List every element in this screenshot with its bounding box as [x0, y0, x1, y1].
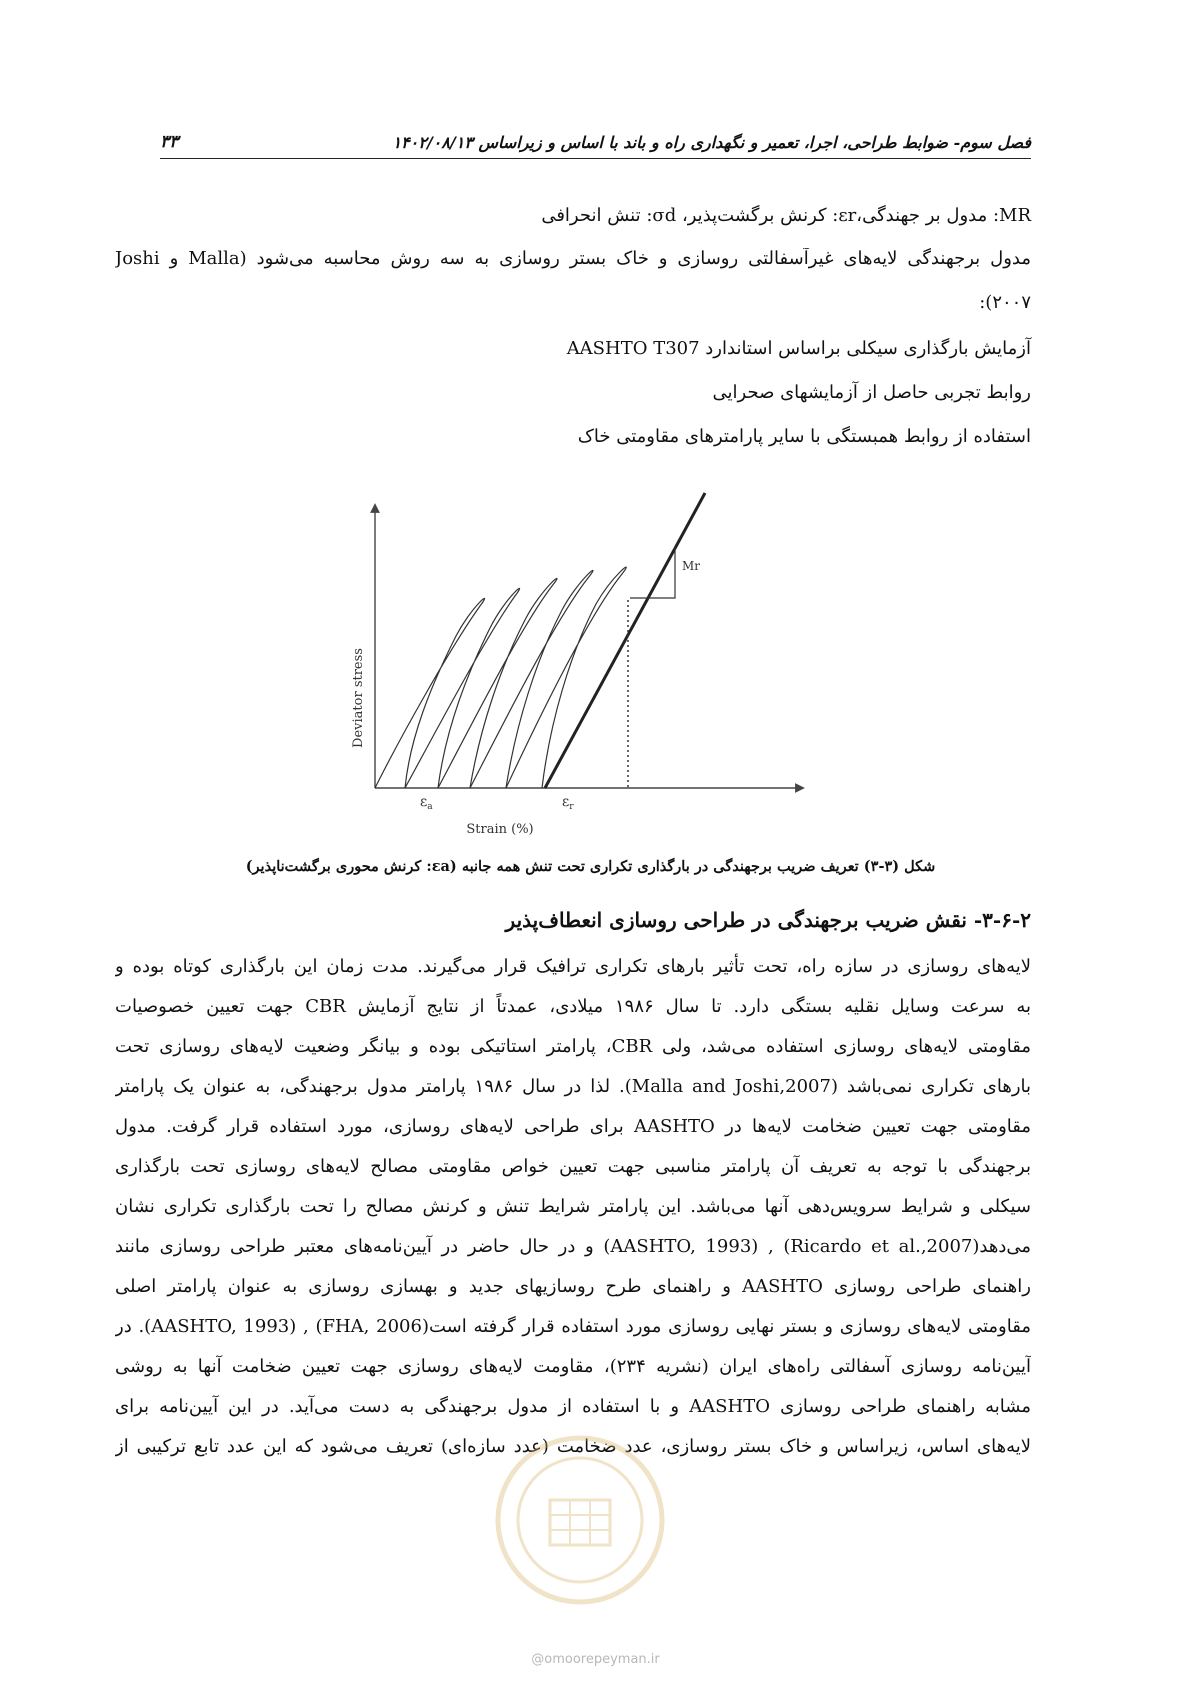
body-line-10: مقاومتی لایه‌های روسازی و بستر نهایی روسازی مورد استفاده قرار گرفته است(FHA, 2006) , (AASHTO, 1993). در — [115, 1316, 1031, 1337]
epsilon-r-label: $\varepsilon_r$ — [562, 794, 574, 812]
body-line-8: می‌دهد(Ricardo et al.,2007) , (AASHTO, 1993) و در حال حاضر در آیین‌نامه‌های معتبر طراحی روسازی مانند — [115, 1236, 1031, 1257]
x-axis-label: Strain (%) — [466, 822, 534, 837]
body-line-4: بارهای تکراری نمی‌باشد (Malla and Joshi,2007). لذا در سال ۱۹۸۶ پارامتر مدول برجهندگی، به عنوان یک پارامتر — [115, 1076, 1031, 1097]
y-axis-label: Deviator stress — [351, 648, 366, 748]
loop-2 — [405, 588, 520, 788]
page-number: ۳۳ — [160, 132, 179, 152]
method-item-2: روابط تجربی حاصل از آزمایشهای صحرایی — [712, 382, 1031, 403]
body-line-2: به سرعت وسایل نقلیه بستگی دارد. تا سال ۱۹۸۶ میلادی، عمدتاً از نتایج آزمایش CBR جهت تعیین خصوصیات — [115, 996, 1031, 1017]
intro-line-1: مدول برجهندگی لایه‌های غیرآسفالتی روسازی و خاک بستر روسازی به سه روش محاسبه می‌شود (Malla و Joshi — [115, 248, 1031, 269]
resilient-line — [545, 493, 705, 788]
loop-3 — [438, 578, 557, 788]
watermark-seal-icon — [490, 1430, 670, 1610]
body-line-13: لایه‌های اساس، زیراساس و خاک بستر روسازی، عدد ضخامت (عدد سازه‌ای) تعریف می‌شود که این عدد تابع ترکیبی از — [115, 1436, 1031, 1457]
watermark-site: @omoorepeyman.ir — [531, 1652, 660, 1667]
body-line-5: مقاومتی جهت تعیین ضخامت لایه‌ها در AASHTO برای طراحی لایه‌های روسازی، مورد استفاده قرار گرفت. مدول — [115, 1116, 1031, 1137]
definitions-line: MR: مدول بر جهندگی،εr: کرنش برگشت‌پذیر، σd: تنش انحرافی — [541, 205, 1031, 226]
page-header — [160, 128, 1031, 159]
loop-1 — [375, 598, 485, 788]
figure-caption: شکل (۳-۳) تعریف ضریب برجهندگی در بارگذاری تکراری تحت تنش همه جانبه (εa: کرنش محوری برگشت‌ناپذیر) — [245, 858, 936, 875]
body-line-6: برجهندگی با توجه به تعریف آن پارامتر مناسبی جهت تعیین خواص مقاومتی مصالح لایه‌های روسازی تحت بارگذاری — [115, 1156, 1031, 1177]
resilient-modulus-chart — [330, 488, 810, 858]
body-line-9: راهنمای طراحی روسازی AASHTO و راهنمای طرح روسازیهای جدید و بهسازی روسازی به عنوان پارامتر اصلی — [115, 1276, 1031, 1297]
hysteresis-loops — [375, 567, 626, 788]
method-item-3: استفاده از روابط همبستگی با سایر پارامترهای مقاومتی خاک — [577, 426, 1031, 447]
section-heading: ۳-۶-۲- نقش ضریب برجهندگی در طراحی روسازی انعطاف‌پذیر — [505, 908, 1031, 932]
body-line-11: آیین‌نامه روسازی آسفالتی راه‌های ایران (نشریه ۲۳۴)، مقاومت لایه‌های روسازی جهت تعیین ضخامت آنها به روشی — [115, 1356, 1031, 1377]
body-paragraph — [115, 947, 1031, 1467]
header-title: فصل سوم- ضوابط طراحی، اجرا، تعمیر و نگهداری راه و باند با اساس و زیراساس ۱۴۰۲/۰۸/۱۳ — [392, 133, 1031, 152]
body-line-12: مشابه راهنمای طراحی روسازی AASHTO و با استفاده از مدول برجهندگی به دست می‌آید. در این آیین‌نامه برای — [115, 1396, 1031, 1417]
method-item-1: آزمایش بارگذاری سیکلی براساس استاندارد AASHTO T307 — [566, 338, 1031, 359]
body-line-3: مقاومتی لایه‌های روسازی استفاده می‌شد، ولی CBR، پارامتر استاتیکی بوده و بیانگر وضعیت لایه‌های روسازی تحت — [115, 1036, 1031, 1057]
mr-label: Mr — [682, 559, 701, 573]
epsilon-a-label: $\varepsilon_a$ — [420, 794, 433, 812]
body-line-7: سیکلی و شرایط سرویس‌دهی آنها می‌باشد. این پارامتر شرایط تنش و کرنش مصالح را تحت بارگذاری تکراری نشان — [115, 1196, 1031, 1217]
loop-4 — [470, 570, 593, 788]
body-line-1: لایه‌های روسازی در سازه راه، تحت تأثیر بارهای تکراری ترافیک قرار می‌گیرند. مدت زمان این بارگذاری کوتاه بوده و — [115, 956, 1031, 977]
loop-5 — [506, 567, 626, 788]
intro-line-2: ۲۰۰۷): — [979, 292, 1031, 313]
